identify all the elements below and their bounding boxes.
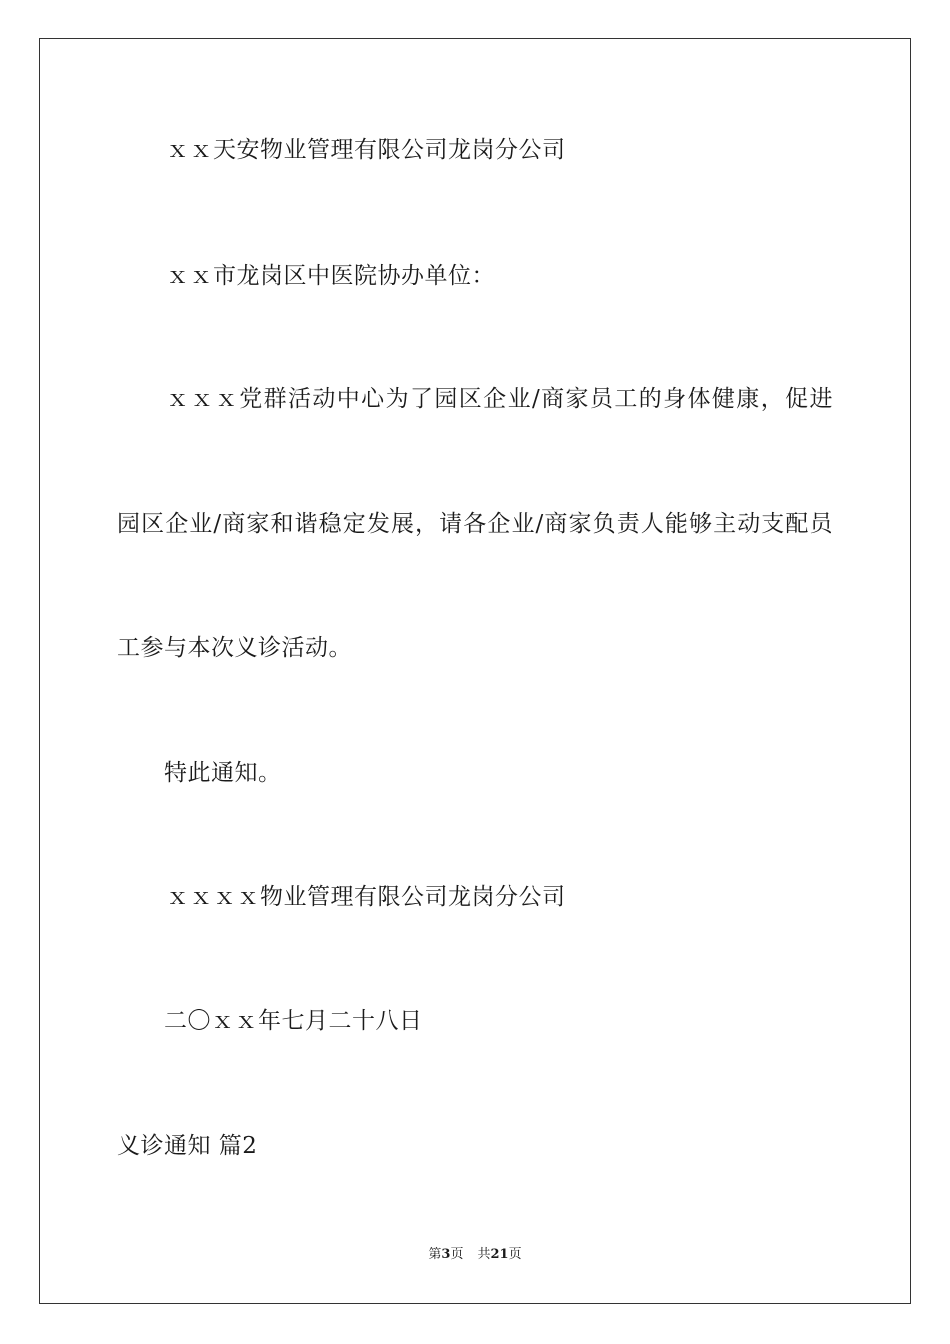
doc-line-body-2: 园区企业/商家和谐稳定发展，请各企业/商家负责人能够主动支配员 (117, 511, 833, 537)
footer-current-page: 3 (441, 1247, 451, 1262)
doc-line-body-1: ｘｘｘ党群活动中心为了园区企业/商家员工的身体健康，促进 (166, 386, 833, 412)
footer-total-pages: 21 (490, 1247, 509, 1262)
doc-line-organizer: ｘｘ天安物业管理有限公司龙岗分公司 (166, 137, 566, 163)
footer-total-prefix: 共 (477, 1247, 491, 1262)
footer-page-suffix: 页 (450, 1247, 464, 1262)
page-footer (0, 1246, 950, 1264)
doc-line-co-organizer: ｘｘ市龙岗区中医院协办单位： (166, 263, 495, 289)
page-border (39, 38, 911, 1304)
footer-total-suffix: 页 (508, 1247, 522, 1262)
doc-line-signature: ｘｘｘｘ物业管理有限公司龙岗分公司 (166, 884, 566, 910)
doc-line-date: 二〇ｘｘ年七月二十八日 (164, 1008, 423, 1034)
doc-line-closing: 特此通知。 (164, 760, 282, 786)
doc-line-section-heading: 义诊通知 篇2 (117, 1133, 258, 1159)
doc-line-body-3: 工参与本次义诊活动。 (117, 635, 352, 661)
footer-prefix: 第 (428, 1247, 442, 1262)
